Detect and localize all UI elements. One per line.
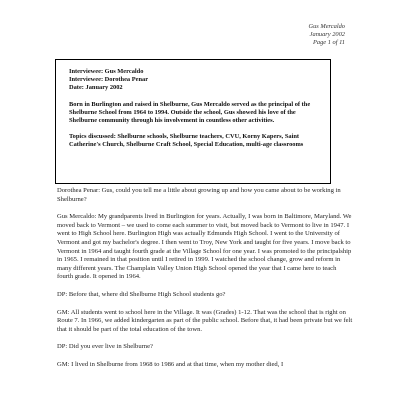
- topics-discussed: Topics discussed: Shelburne schools, Shelburne teachers, CVU, Korny Kapers, Saint Catherine's Church, Shelburne Craft School, Special Education, multi-age classrooms: [69, 133, 304, 149]
- interviewee-1: Interviewee: Gus Mercaldo: [69, 68, 144, 75]
- interviewee-2: Interviewee: Dorothea Penar: [69, 76, 149, 84]
- transcript: [57, 187, 353, 379]
- interview-summary-box: [55, 59, 331, 184]
- header-page-number: Page 1 of 11: [312, 39, 345, 47]
- header-date: January 2002: [309, 31, 345, 39]
- transcript-paragraph: GM: I lived in Shelburne from 1968 to 1986 and at that time, when my mother died, I: [57, 360, 284, 368]
- interview-date: Date: January 2002: [69, 84, 123, 92]
- page-header: [308, 23, 345, 48]
- transcript-paragraph: GM: All students went to school here in the Village. It was (Grades) 1-12. That was the school that is right on Route 7. In 1966, we added kindergarten as part of the public school. Before that, it had been private but we felt that it should be part of the total education of the town.: [57, 308, 353, 333]
- transcript-paragraph: Dorothea Penar: Gus, could you tell me a little about growing up and how you came about to be working in Shelburne?: [57, 187, 341, 203]
- transcript-paragraph: DP: Before that, where did Shelburne High School students go?: [57, 290, 226, 298]
- interview-bio: Born in Burlington and raised in Shelburne, Gus Mercaldo served as the principal of the Shelburne School from 1964 to 1994. Outside the school, Gus showed his love of the Shelburne community through his involvement in countless other activities.: [69, 100, 311, 125]
- transcript-paragraph: DP: Did you ever live in Shelburne?: [57, 343, 153, 351]
- header-name: Gus Mercaldo: [308, 23, 345, 30]
- transcript-paragraph: Gus Mercaldo: My grandparents lived in Burlington for years. Actually, I was born in Baltimore, Maryland. We moved back to Vermont – we used to come each summer to visit, but moved back to Vermont to live in 1947. I went to High School here. Burlington High was actually Edmunds High School. I went to the University of Vermont and got my bachelor's degree. I then went to Troy, New York and taught for five years. I move back to Vermont in 1964 and taught fourth grade at the Village School for one year. I was promoted to the principalship in 1965. I remained in that position until I retired in 1999. I watched the school change, grow and reform in many different years. The Champlain Valley Union High School opened the year that I came here to teach fourth grade. It opened in 1964.: [57, 213, 352, 281]
